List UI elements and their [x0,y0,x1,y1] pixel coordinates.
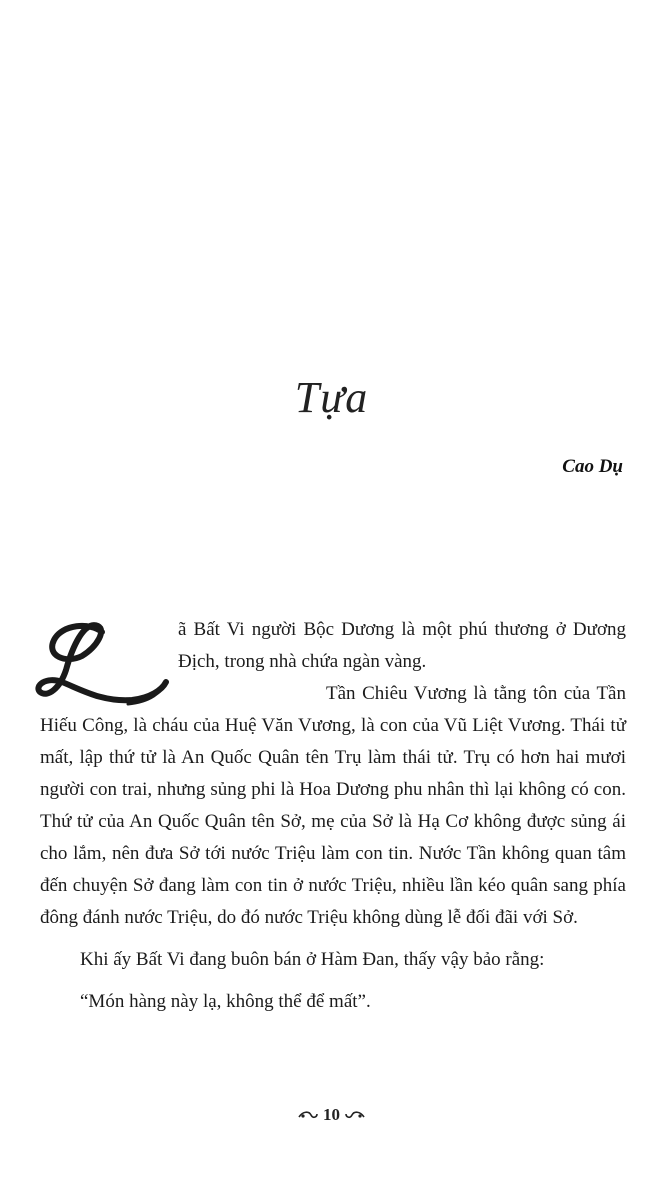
chapter-author: Cao Dụ [562,456,623,477]
paragraph-4: “Món hàng này lạ, không thể để mất”. [80,991,371,1012]
paragraph-3: Khi ấy Bất Vi đang buôn bán ở Hàm Đan, thấy vậy bảo rằng: [80,949,545,970]
page-folio [0,1105,663,1126]
page-number: 10 [323,1105,340,1124]
right-ornament-icon [344,1106,366,1126]
chapter-title [0,372,663,423]
chapter-title-text: Tựa [294,373,369,422]
paragraph-2: Tần Chiêu Vương là tằng tôn của Tần Hiếu Công, là cháu của Huệ Văn Vương, là con của Vũ Liệt Vương. Thái tử mất, lập thứ tử là An Quốc Quân tên Trụ làm thái tử. Trụ có hơn hai mươi người con trai, nhưng sủng phi là Hoa Dương phu nhân thì lại không có con. Thứ tử của An Quốc Quân tên Sở, mẹ của Sở là Hạ Cơ không được sủng ái cho lắm, nên đưa Sở tới nước Triệu làm con tin. Nước Tần không quan tâm đến chuyện Sở đang làm con tin ở nước Triệu, nhiều lần kéo quân sang phía đông đánh nước Triệu, do đó nước Triệu không dùng lễ đối đãi với Sở. [40,683,626,928]
paragraph-1-text: ã Bất Vi người Bộc Dương là một phú thương ở Dương Địch, trong nhà chứa ngàn vàng. [178,619,626,672]
body-text [40,614,626,1018]
paragraph-1 [40,614,626,678]
left-ornament-icon [297,1106,319,1126]
dropcap-letter [32,618,174,708]
